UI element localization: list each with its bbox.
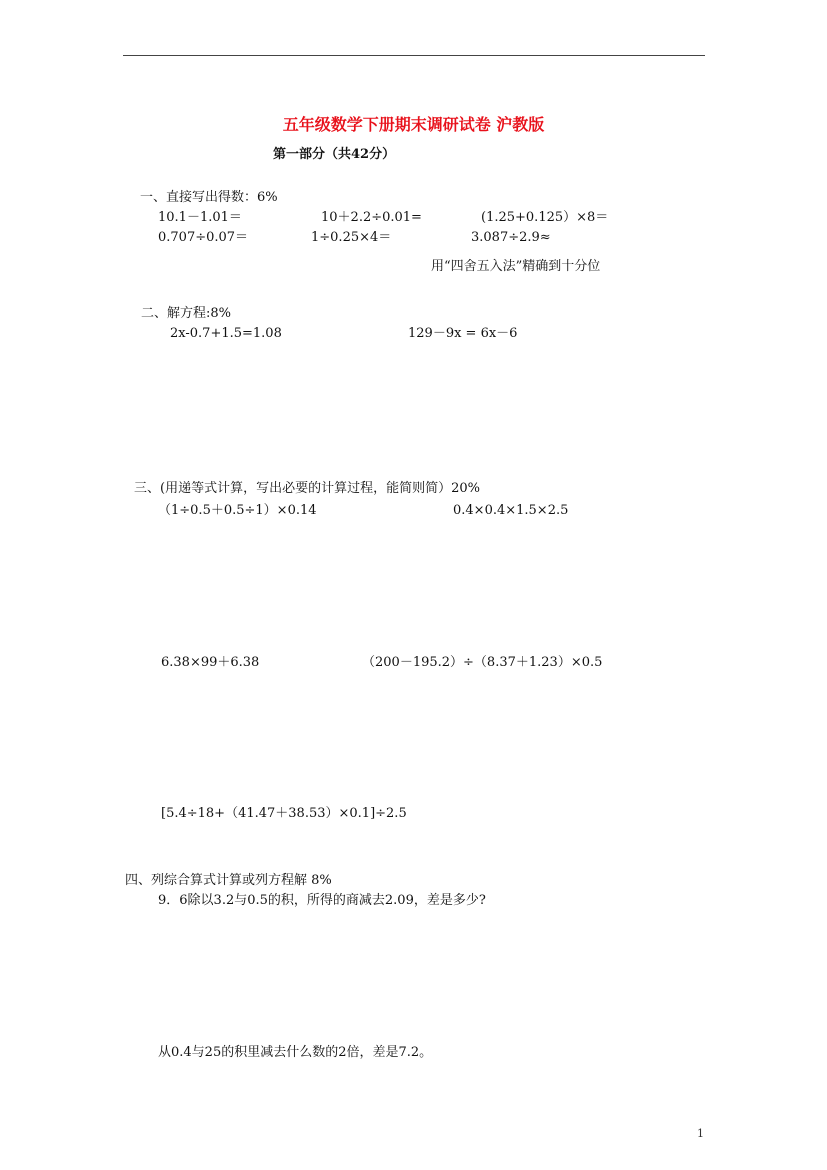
section-1-problem: 1÷0.25×4＝ [311,230,392,245]
part-title: 第一部分（共42分） [273,147,396,162]
section-1-problem: 0.707÷0.07＝ [158,230,249,245]
equation: 129－9x = 6x－6 [408,326,518,341]
section-1-problem: (1.25+0.125）×8＝ [481,210,609,225]
calc-problem: 6.38×99＋6.38 [161,655,260,670]
section-1-heading: 一、直接写出得数：6% [140,190,278,205]
word-problem: 从0.4与25的积里减去什么数的2倍，差是7.2。 [158,1045,433,1060]
document-title: 五年级数学下册期末调研试卷 沪教版 [282,115,545,134]
section-3-heading: 三、(用递等式计算，写出必要的计算过程，能简则简）20% [134,481,480,496]
section-1-problem: 10＋2.2÷0.01= [321,210,422,225]
calc-problem: 0.4×0.4×1.5×2.5 [453,503,569,518]
header-rule [123,55,705,56]
calc-problem: [5.4÷18+（41.47＋38.53）×0.1]÷2.5 [161,806,407,821]
section-1-problem: 10.1－1.01＝ [158,210,242,225]
word-problem: 9．6除以3.2与0.5的积，所得的商减去2.09，差是多少? [158,893,486,908]
rounding-note: 用“四舍五入法”精确到十分位 [431,259,601,274]
calc-problem: （1÷0.5＋0.5÷1）×0.14 [158,503,317,518]
equation: 2x-0.7+1.5=1.08 [170,326,282,341]
section-2-heading: 二、解方程:8% [141,306,232,321]
page-number: 1 [697,1127,704,1140]
section-4-heading: 四、列综合算式计算或列方程解 8% [125,873,332,888]
calc-problem: （200－195.2）÷（8.37＋1.23）×0.5 [362,655,603,670]
section-1-problem: 3.087÷2.9≈ [471,230,551,245]
